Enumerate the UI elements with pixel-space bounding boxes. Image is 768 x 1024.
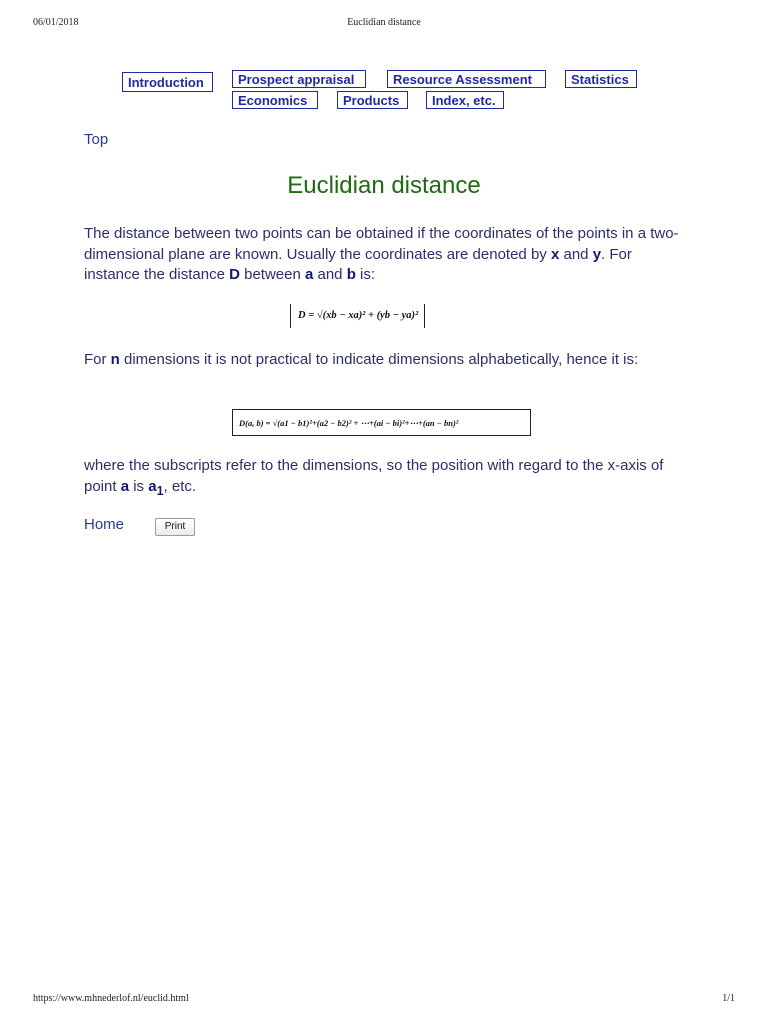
n-dimensions-paragraph: For n dimensions it is not practical to indicate dimensions alphabetically, hence it is: (84, 351, 639, 368)
print-button[interactable]: Print (155, 518, 195, 536)
page-heading: Euclidian distance (287, 172, 481, 199)
intro-paragraph: The distance between two points can be obtained if the coordinates of the points in a two-dimensional plane are known. Usually the coordinates are denoted by x and y. For instance the distance D between a and b is: (84, 225, 679, 283)
nav-resource-assessment[interactable]: Resource Assessment (387, 70, 546, 88)
print-url: https://www.mhnederlof.nl/euclid.html (33, 993, 189, 1004)
nav-economics[interactable]: Economics (232, 91, 318, 109)
distance-formula-2d: D = √(xb − xa)² + (yb − ya)² (290, 304, 425, 328)
nav-products[interactable]: Products (337, 91, 408, 109)
print-header (0, 17, 768, 31)
home-link[interactable]: Home (84, 516, 125, 533)
print-date: 06/01/2018 (33, 17, 79, 28)
print-footer (0, 993, 768, 1007)
subscripts-paragraph: where the subscripts refer to the dimensions, so the position with regard to the x-axis of point a is $a_1$, etc. (84, 457, 664, 498)
nav-prospect-appraisal[interactable]: Prospect appraisal (232, 70, 366, 88)
distance-formula-nd: D(a, b) = √(a1 − b1)²+(a2 − b2)² + ⋯+(ai − bi)²+⋯+(an − bn)² (232, 409, 531, 436)
nav-index[interactable]: Index, etc. (426, 91, 504, 109)
top-link[interactable]: Top (84, 131, 109, 148)
nav-introduction[interactable]: Introduction (122, 72, 213, 92)
print-page-number: 1/1 (722, 993, 735, 1004)
print-title: Euclidian distance (347, 17, 421, 28)
nav-statistics[interactable]: Statistics (565, 70, 637, 88)
